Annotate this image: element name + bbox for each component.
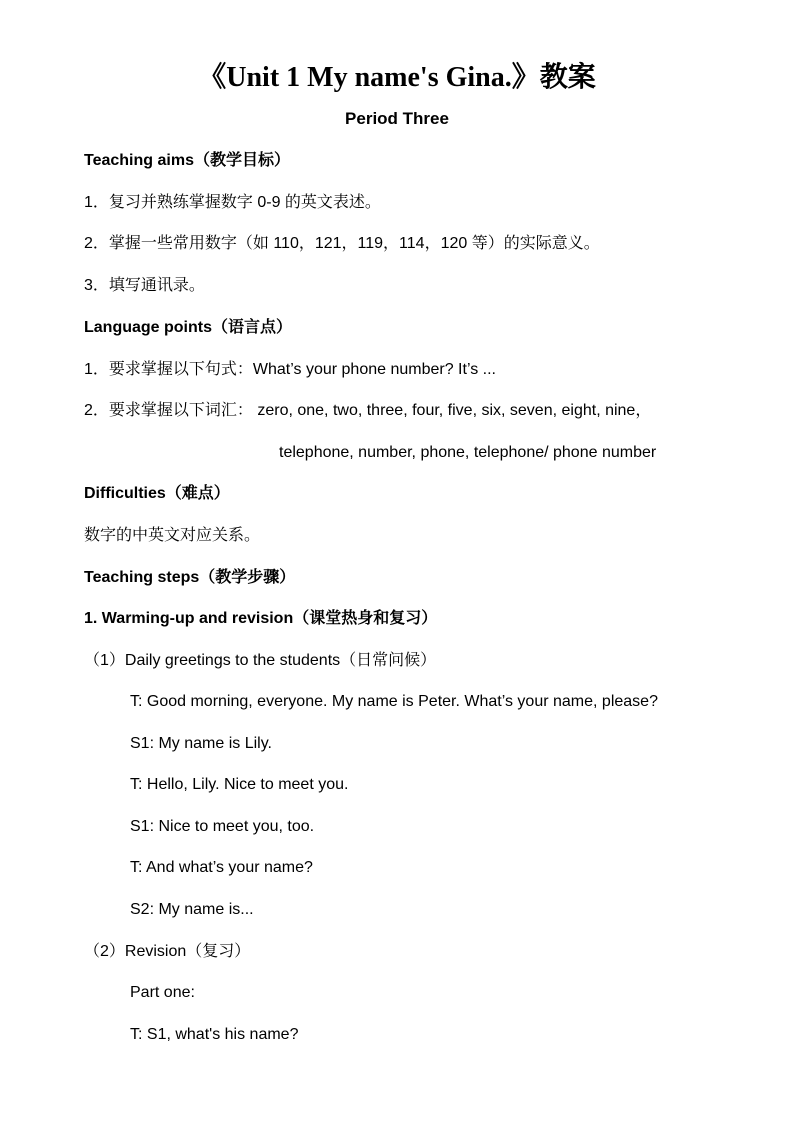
sub-step-heading: （1）Daily greetings to the students（日常问候） <box>84 652 437 669</box>
dialogue-line: T: Hello, Lily. Nice to meet you. <box>130 776 349 793</box>
difficulties-heading: Difficulties（难点） <box>84 485 230 502</box>
language-points-heading: Language points（语言点） <box>84 319 293 336</box>
language-point-item: 2．要求掌握以下词汇： zero, one, two, three, four, five, six, seven, eight, nine， <box>84 402 652 419</box>
step-heading: 1. Warming-up and revision（课堂热身和复习） <box>84 610 438 627</box>
dialogue-line: S1: Nice to meet you, too. <box>130 818 315 835</box>
dialogue-line: T: S1, what's his name? <box>130 1026 299 1043</box>
language-point-item-continued: telephone, number, phone, telephone/ phone number <box>279 444 657 461</box>
teaching-steps-heading: Teaching steps（教学步骤） <box>84 569 296 586</box>
teaching-aim-item: 2．掌握一些常用数字（如 110，121，119，114，120 等）的实际意义。 <box>84 235 600 252</box>
teaching-aim-item: 1．复习并熟练掌握数字 0-9 的英文表述。 <box>84 194 381 211</box>
dialogue-line: S2: My name is... <box>130 901 254 918</box>
part-label: Part one: <box>130 984 195 1001</box>
teaching-aims-heading: Teaching aims（教学目标） <box>84 152 290 169</box>
teaching-aim-item: 3．填写通讯录。 <box>84 277 205 294</box>
document-title: 《Unit 1 My name's Gina.》教案 <box>198 62 596 93</box>
difficulties-text: 数字的中英文对应关系。 <box>84 527 261 544</box>
dialogue-line: S1: My name is Lily. <box>130 735 272 752</box>
language-point-item: 1．要求掌握以下句式：What’s your phone number? It’s ... <box>84 361 496 378</box>
document-subtitle: Period Three <box>345 109 449 128</box>
dialogue-line: T: Good morning, everyone. My name is Peter. What’s your name, please? <box>130 693 658 710</box>
sub-step-heading: （2）Revision（复习） <box>84 943 251 960</box>
dialogue-line: T: And what’s your name? <box>130 859 313 876</box>
